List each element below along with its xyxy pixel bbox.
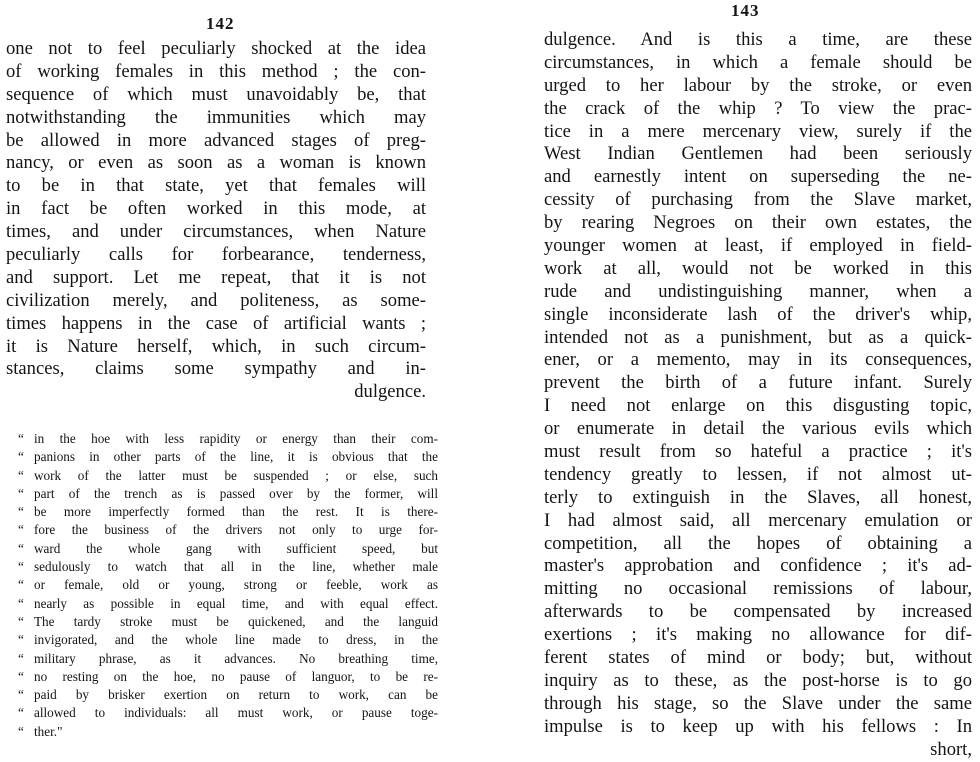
footnote-quote-mark: “ [18, 723, 24, 739]
right-body-line: by rearing Negroes on their own estates, the [544, 212, 972, 234]
right-body-line: rude and undistinguishing manner, when a [544, 280, 972, 302]
left-body-line: of working females in this method ; the con- [6, 60, 426, 82]
right-body-line: short, [930, 738, 972, 760]
right-body-line: ferent states of mind or body; but, without [544, 647, 972, 669]
footnote-line [18, 704, 438, 722]
left-body-line: sequence of which must unavoidably be, that [6, 83, 426, 105]
footnote-line [18, 631, 438, 649]
right-body-line: mitting no occasional remissions of labour, [544, 578, 972, 600]
footnote-text: ward the whole gang with sufficient speed, but [34, 540, 438, 556]
footnote-quote-mark: “ [18, 577, 24, 593]
footnote-quote-mark: “ [18, 559, 24, 575]
footnote-quote-mark: “ [18, 467, 24, 483]
right-body-line: cessity of purchasing from the Slave market, [544, 189, 972, 211]
footnote-quote-mark: “ [18, 613, 24, 629]
right-body-text [544, 29, 972, 762]
left-body-line: one not to feel peculiarly shocked at the idea [6, 38, 426, 59]
footnote-text: military phrase, as it advances. No breathing time, [34, 650, 438, 666]
footnote-quote-mark: “ [18, 522, 24, 538]
footnote-quote-mark: “ [18, 504, 24, 520]
left-body-line: peculiarly calls for forbearance, tenderness, [6, 244, 426, 266]
footnote-quote-mark: “ [18, 431, 24, 446]
footnote-text: The tardy stroke must be quickened, and the languid [34, 613, 438, 629]
footnote-quote-mark: “ [18, 650, 24, 666]
footnote-text: work of the latter must be suspended ; or else, such [34, 467, 438, 483]
footnote-line [18, 686, 438, 704]
footnote-quote-mark: “ [18, 687, 24, 703]
right-body-line: intended not as a punishment, but as a quick- [544, 326, 972, 348]
footnote-line [18, 430, 438, 448]
right-body-line: single inconsiderate lash of the driver's whip, [544, 303, 972, 325]
footnote-line [18, 723, 438, 741]
right-body-line: West Indian Gentlemen had been seriously [544, 143, 972, 165]
right-body-line: terly to extinguish in the Slaves, all honest, [544, 486, 972, 508]
footnote-line [18, 467, 438, 485]
right-body-line: urged to her labour by the stroke, or even [544, 74, 972, 96]
left-body-line: in fact be often worked in this mode, at [6, 198, 426, 220]
right-body-line: and earnestly intent on superseding the ne- [544, 166, 972, 188]
footnote-text: allowed to individuals: all must work, or pause toge- [34, 705, 438, 721]
footnote-line [18, 668, 438, 686]
footnote-line [18, 650, 438, 668]
right-body-line: ener, or a memento, may in its consequences, [544, 349, 972, 371]
footnote-text: fore the business of the drivers not only to urge for- [34, 522, 438, 538]
footnote-quote-mark: “ [18, 485, 24, 501]
right-body-line: dulgence. And is this a time, are these [544, 29, 972, 50]
footnote-text: invigorated, and the whole line made to dress, in the [34, 632, 438, 648]
footnote-text: or female, old or young, strong or feeble, work as [34, 577, 438, 593]
right-body-line: I need not enlarge on this disgusting topic, [544, 395, 972, 417]
right-body-line: circumstances, in which a female should be [544, 51, 972, 73]
right-body-line: master's approbation and confidence ; it's ad- [544, 555, 972, 577]
footnote-line [18, 576, 438, 594]
right-body-line: through his stage, so the Slave under the same [544, 692, 972, 714]
left-body-line: times happens in the case of artificial wants ; [6, 312, 426, 334]
footnote-quote-mark: “ [18, 705, 24, 721]
footnote-text: panions in other parts of the line, it is obvious that the [34, 449, 438, 465]
footnote-quote-mark: “ [18, 595, 24, 611]
right-body-line: must result from so hateful a practice ; it's [544, 441, 972, 463]
right-body-line: competition, all the hopes of obtaining a [544, 532, 972, 554]
footnote-line [18, 540, 438, 558]
footnote-text: in the hoe with less rapidity or energy than their com- [34, 431, 438, 446]
footnote-text: no resting on the hoe, no pause of languor, to be re- [34, 668, 438, 684]
footnote-quote-mark: “ [18, 632, 24, 648]
left-body-line: times, and under circumstances, when Nature [6, 221, 426, 243]
footnote-line [18, 558, 438, 576]
left-footnote [18, 430, 438, 741]
footnote-text: nearly as possible in equal time, and with equal effect. [34, 595, 438, 611]
left-body-line: be allowed in more advanced stages of preg- [6, 129, 426, 151]
left-body-text [6, 38, 426, 404]
left-body-line: it is Nature herself, which, in such circum- [6, 335, 426, 357]
footnote-text: part of the trench as is passed over by the former, will [34, 485, 438, 501]
left-body-line: dulgence. [354, 381, 426, 403]
left-body-line: civilization merely, and politeness, as some- [6, 289, 426, 311]
left-body-line: to be in that state, yet that females will [6, 175, 426, 197]
right-body-line: the crack of the whip ? To view the prac- [544, 97, 972, 119]
left-body-line: and support. Let me repeat, that it is not [6, 266, 426, 288]
footnote-line [18, 595, 438, 613]
footnote-line [18, 503, 438, 521]
left-body-line: notwithstanding the immunities which may [6, 106, 426, 128]
footnote-line [18, 448, 438, 466]
footnote-quote-mark: “ [18, 540, 24, 556]
footnote-line [18, 485, 438, 503]
right-body-line: or enumerate in detail the various evils which [544, 418, 972, 440]
right-page-number: 143 [731, 1, 760, 20]
footnote-text: paid by brisker exertion on return to work, can be [34, 687, 438, 703]
footnote-line [18, 521, 438, 539]
left-body-line: stances, claims some sympathy and in- [6, 358, 426, 380]
footnote-text: sedulously to watch that all in the line, whether male [34, 559, 438, 575]
right-body-line: prevent the birth of a future infant. Surely [544, 372, 972, 394]
right-body-line: inquiry as to these, as the post-horse is to go [544, 669, 972, 691]
right-body-line: afterwards to be compensated by increased [544, 601, 972, 623]
right-body-line: impulse is to keep up with his fellows : In [544, 715, 972, 737]
right-body-line: younger women at least, if employed in field- [544, 235, 972, 257]
footnote-text: ther." [34, 723, 63, 739]
left-page-number: 142 [206, 14, 235, 33]
right-body-line: exertions ; it's making no allowance for dif- [544, 624, 972, 646]
right-body-line: tice in a mere mercenary view, surely if the [544, 120, 972, 142]
footnote-line [18, 613, 438, 631]
footnote-quote-mark: “ [18, 449, 24, 465]
right-body-line: tendency greatly to lessen, if not almost ut- [544, 463, 972, 485]
left-body-line: nancy, or even as soon as a woman is known [6, 152, 426, 174]
right-body-line: I had almost said, all mercenary emulation or [544, 509, 972, 531]
footnote-quote-mark: “ [18, 668, 24, 684]
right-body-line: work at all, would not be worked in this [544, 257, 972, 279]
footnote-text: be more imperfectly formed than the rest. It is there- [34, 504, 438, 520]
